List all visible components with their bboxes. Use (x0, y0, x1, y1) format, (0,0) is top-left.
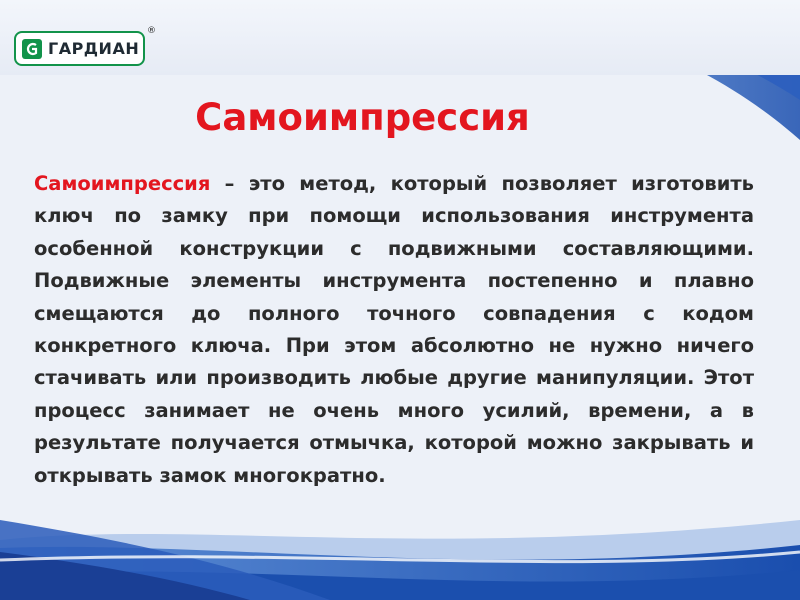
definition-paragraph (34, 168, 754, 492)
logo-g-icon (22, 39, 42, 59)
logo-text: ГАРДИАН (48, 39, 140, 58)
definition-text: – это метод, который позволяет изготовить ключ по замку при помощи использования инструмента особенной конструкции с подвижными составляющими. Подвижные элементы инструмента постепенно и плавно смещаются до полного точного совпадения с кодом конкретного ключа. При этом абсолютно не нужно ничего стачивать или производить любые другие манипуляции. Этот процесс занимает не очень много усилий, времени, а в результате получается отмычка, которой можно закрывать и открывать замок многократно. (34, 172, 754, 487)
highlighted-term: Самоимпрессия (34, 172, 211, 195)
slide-title: Самоимпрессия (195, 96, 530, 139)
registered-mark: ® (147, 26, 156, 36)
brand-logo (14, 31, 145, 66)
